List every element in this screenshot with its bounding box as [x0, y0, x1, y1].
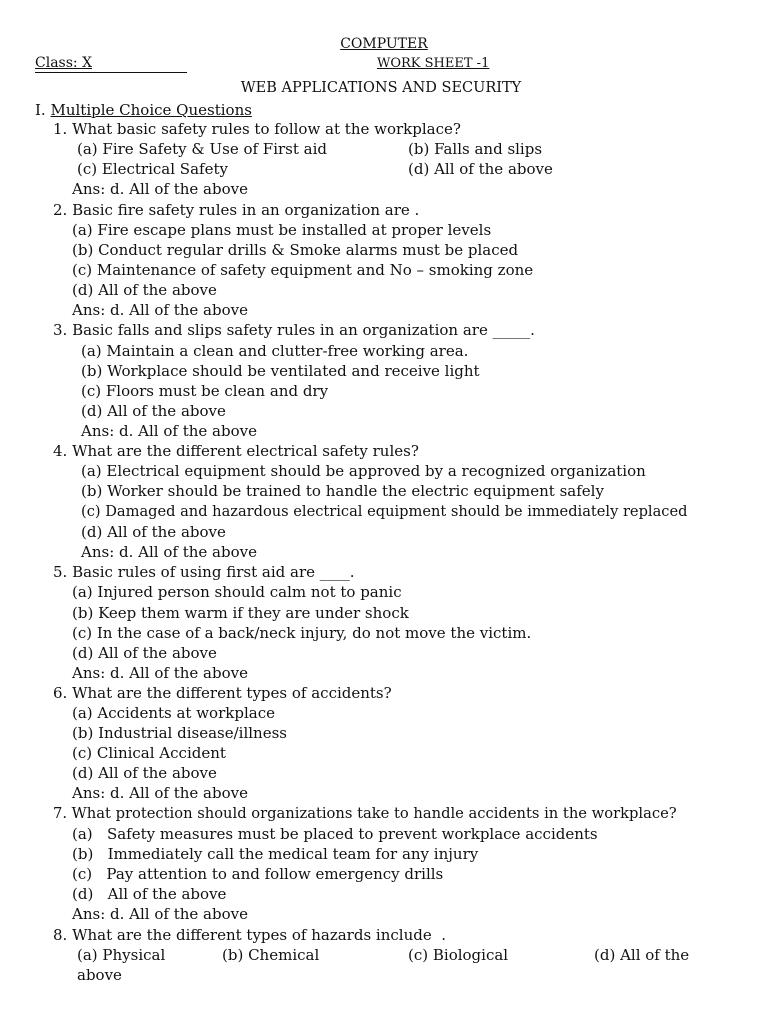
- option: (b) Workplace should be ventilated and receive light: [81, 362, 480, 380]
- option: (b) Industrial disease/illness: [72, 724, 287, 742]
- option: (a) Maintain a clean and clutter-free working area.: [81, 342, 469, 360]
- question-1: 1. What basic safety rules to follow at the workplace?: [53, 120, 461, 138]
- option: (d) All of the above: [72, 885, 227, 903]
- class-label: Class: X: [35, 55, 93, 71]
- question-3: 3. Basic falls and slips safety rules in an organization are _____.: [53, 321, 535, 339]
- subject-heading: COMPUTER: [340, 36, 428, 52]
- option: (d) All of the: [594, 946, 690, 964]
- option: (a) Fire escape plans must be installed at proper levels: [72, 221, 492, 239]
- page-title: WEB APPLICATIONS AND SECURITY: [240, 80, 522, 96]
- option: (b) Immediately call the medical team for any injury: [72, 845, 479, 863]
- option: (c) In the case of a back/neck injury, do not move the victim.: [72, 624, 532, 642]
- answer-7: Ans: d. All of the above: [72, 905, 248, 923]
- option: (b) Conduct regular drills & Smoke alarms must be placed: [72, 241, 519, 259]
- option: (c) Pay attention to and follow emergency drills: [72, 865, 444, 883]
- worksheet-label: WORK SHEET -1: [377, 56, 490, 71]
- question-4: 4. What are the different electrical safety rules?: [53, 442, 419, 460]
- option: (a) Fire Safety & Use of First aid: [77, 140, 328, 158]
- option: (d) All of the above: [81, 402, 226, 420]
- question-7: 7. What protection should organizations take to handle accidents in the workplace?: [53, 805, 677, 822]
- option: (c) Damaged and hazardous electrical equipment should be immediately replaced: [81, 503, 688, 520]
- option: (b) Chemical: [222, 946, 320, 964]
- option: (d) All of the above: [72, 644, 217, 662]
- answer-4: Ans: d. All of the above: [81, 543, 257, 561]
- question-8: 8. What are the different types of hazards include .: [53, 926, 447, 944]
- option: (c) Biological: [408, 946, 509, 964]
- option: (b) Falls and slips: [408, 140, 543, 158]
- answer-3: Ans: d. All of the above: [81, 422, 257, 440]
- option: above: [77, 966, 122, 984]
- option: (a) Injured person should calm not to panic: [72, 583, 402, 601]
- option: (d) All of the above: [408, 160, 553, 178]
- section-title: Multiple Choice Questions: [50, 101, 252, 119]
- question-6: 6. What are the different types of accidents?: [53, 684, 392, 702]
- option: (d) All of the above: [72, 764, 217, 782]
- option: (d) All of the above: [72, 281, 217, 299]
- option: (a) Physical: [77, 946, 166, 964]
- option: (a) Safety measures must be placed to prevent workplace accidents: [72, 825, 598, 843]
- answer-5: Ans: d. All of the above: [72, 664, 248, 682]
- option: (a) Accidents at workplace: [72, 704, 275, 722]
- section-number: I.: [35, 101, 46, 119]
- answer-6: Ans: d. All of the above: [72, 784, 248, 802]
- answer-2: Ans: d. All of the above: [72, 301, 248, 319]
- option: (a) Electrical equipment should be approved by a recognized organization: [81, 462, 646, 480]
- option: (c) Maintenance of safety equipment and No – smoking zone: [72, 261, 534, 279]
- option: (c) Clinical Accident: [72, 744, 226, 762]
- option: (c) Electrical Safety: [77, 160, 228, 178]
- section-heading: [35, 101, 252, 119]
- question-5: 5. Basic rules of using first aid are ____.: [53, 563, 355, 581]
- class-underline: [35, 72, 187, 73]
- option: (d) All of the above: [81, 523, 226, 541]
- answer-1: Ans: d. All of the above: [72, 180, 248, 198]
- option: (b) Keep them warm if they are under shock: [72, 604, 409, 622]
- option: (c) Floors must be clean and dry: [81, 382, 329, 400]
- option: (b) Worker should be trained to handle the electric equipment safely: [81, 482, 604, 500]
- question-2: 2. Basic fire safety rules in an organization are .: [53, 201, 420, 219]
